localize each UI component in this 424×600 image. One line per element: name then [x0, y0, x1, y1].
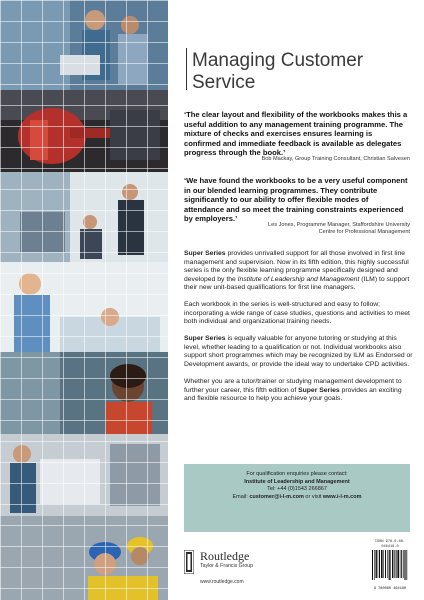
quote-1-attribution	[184, 156, 410, 163]
text-run: or visit	[303, 493, 323, 500]
contact-email-link[interactable]: customer@i-l-m.com	[249, 493, 304, 500]
book-title	[192, 50, 412, 94]
barcode	[370, 540, 410, 591]
title-rule	[186, 48, 187, 90]
text-run: provides an exciting and flexible resource to help you achieve your goals.	[184, 386, 402, 403]
barcode-bars-icon	[370, 550, 410, 582]
photo-meeting	[0, 172, 168, 262]
barcode-digits: 9 780080 464190	[373, 587, 407, 591]
body-paragraph-4	[184, 378, 414, 404]
routledge-logo-icon	[184, 550, 194, 574]
attribution-line: Bob Mackay, Group Training Consultant, Christian Salvesen	[261, 156, 410, 162]
photo-warehouse	[0, 434, 168, 516]
body-paragraph-1	[184, 250, 414, 293]
contact-tel: Tel: +44 (0)1543 266867	[267, 486, 327, 493]
photo-call-centre	[0, 352, 168, 434]
attribution-line: Centre for Professional Management	[318, 229, 410, 236]
publisher-group: Taylor & Francis Group	[200, 563, 254, 569]
publisher-url[interactable]: www.routledge.com	[200, 579, 244, 585]
quote-2-attribution	[184, 222, 410, 237]
contact-intro: For qualification enquiries please contact:	[246, 471, 348, 477]
institute-name: Institute of Leadership and Management	[237, 275, 360, 283]
attribution-line: Les Jones, Programme Manager, Staffordshire University	[268, 222, 410, 228]
publisher-block	[184, 548, 304, 588]
text-run: Email:	[232, 493, 250, 500]
photo-robot	[0, 90, 168, 172]
title-line-1: Managing Customer	[192, 50, 364, 71]
text-run: provides unrivalled support for all those involved in first line management and supervision. Now in its fifth edition, this highly successful series is the only flexible learning programme specifically designed and developed by the	[184, 250, 409, 283]
series-name: Super Series	[184, 250, 226, 257]
series-name: Super Series	[298, 386, 340, 394]
series-name: Super Series	[184, 335, 226, 342]
photo-hard-hats	[0, 516, 168, 600]
isbn-label: ISBN 978-0-08-046419-0	[374, 540, 406, 549]
photo-nurse	[0, 262, 168, 352]
contact-email-line	[184, 494, 410, 502]
text-run: Whether you are a tutor/trainer or studying management development to further your career, this fifth edition of	[184, 378, 402, 394]
contact-box	[184, 464, 410, 532]
body-paragraph-2: Each workbook in the series is well-structured and easy to follow; incorporating a wide range of case studies, questions and activities to meet both individual and organizational training needs.	[184, 301, 410, 326]
quote-2: ‘We have found the workbooks to be a very useful component in our blended learning programmes. They contribute significantly to our ability to offer flexible modes of attendance and so meet the training constraints experienced by employers.’	[184, 176, 408, 224]
text-run: is equally valuable for anyone tutoring or studying at this level, whether leading to a qualification or not. Individual workbooks also support short programmes which may be recognized by ILM as Endorsed or Development awards, or provide the ideal way to undertake CPD activities.	[184, 335, 413, 368]
publisher-name: Routledge	[200, 549, 250, 563]
body-paragraph-3	[184, 335, 414, 369]
title-line-2: Service	[192, 72, 256, 93]
contact-org: Institute of Leadership and Management	[244, 478, 350, 485]
photo-engineers	[0, 0, 168, 90]
text-run: (ILM) to support their new unit-based qualifications for first line managers.	[184, 275, 410, 292]
photo-strip	[0, 0, 168, 600]
contact-web-link[interactable]: www.i-l-m.com	[322, 493, 362, 500]
quote-1: ‘The clear layout and flexibility of the workbooks makes this a useful addition to any management training programme. The mixture of checks and exercises ensures learning is confirmed and immediate feedback is available as delegates progress through the book.’	[184, 110, 408, 158]
